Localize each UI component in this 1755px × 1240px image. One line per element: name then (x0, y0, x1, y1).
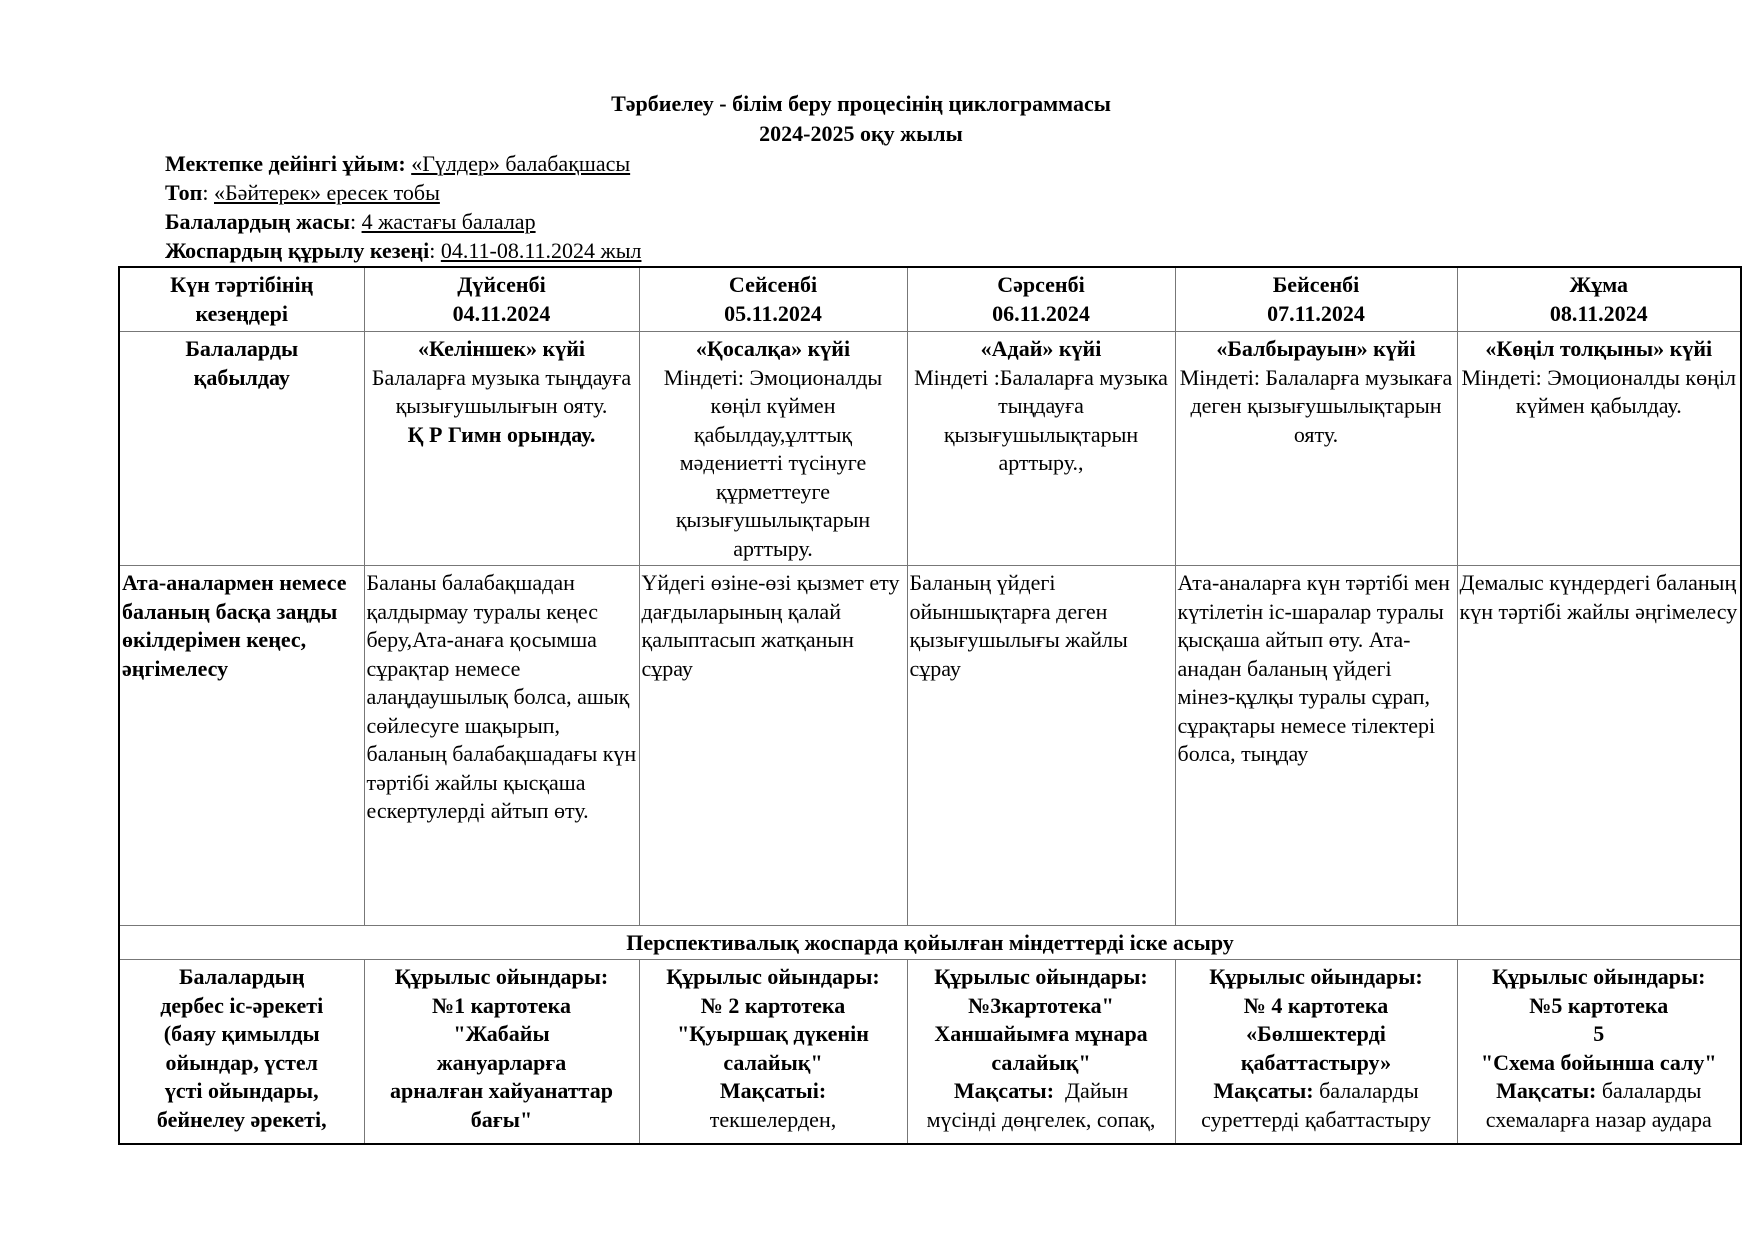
table-row-parents (119, 566, 1741, 926)
activity-line: арналған хайуанаттар (390, 1078, 613, 1103)
table-row-reception (119, 332, 1741, 566)
cell-reception-monday (364, 332, 639, 566)
melody-title: «Қосалқа» күйі (695, 336, 851, 361)
anthem-note: Қ Р Гимн орындау. (407, 421, 596, 447)
cell-reception-tuesday (639, 332, 907, 566)
row-label-line: Балаларды (185, 336, 299, 361)
day-name: Сәрсенбі (997, 272, 1085, 297)
table-header-row (119, 267, 1741, 332)
header-day-monday (364, 267, 639, 332)
meta-group-value: «Бәйтерек» ересек тобы (214, 180, 440, 205)
activity-line: №5 картотека (1529, 992, 1669, 1018)
activity-line: Мақсатыі: (719, 1078, 827, 1103)
academic-year: 2024-2025 оқу жылы (759, 121, 963, 146)
activity-line: "Жабайы (453, 1021, 550, 1046)
cell-text: Міндеті: Эмоционалды көңіл күймен қабылдау. (1461, 364, 1736, 418)
activity-tail: текшелерден, (709, 1106, 837, 1132)
cell-text: Балаларға музыка тыңдауға қызығушылығын ояту. (371, 364, 632, 418)
row-label-line: қабылдау (193, 364, 290, 390)
activity-tail: суреттерді қабаттастыру (1201, 1106, 1431, 1132)
activity-goal (910, 1077, 1173, 1106)
activity-line: № 2 картотека (700, 992, 846, 1018)
activity-line: Ханшайымға мұнара (934, 1021, 1148, 1046)
meta-org-value: «Гүлдер» балабақшасы (411, 151, 631, 176)
activity-line: Құрылыс ойындары: (666, 964, 880, 989)
row-label-line: бейнелеу әрекеті, (156, 1106, 327, 1132)
day-name: Бейсенбі (1272, 272, 1360, 297)
activity-line: «Бөлшектерді (1246, 1021, 1386, 1046)
cell-parents-friday: Демалыс күндердегі баланың күн тәртібі жайлы әңгімелесу (1457, 566, 1741, 926)
goal-label: Мақсаты: (1496, 1078, 1597, 1103)
goal-label: Мақсаты: (953, 1078, 1055, 1103)
meta-group-label: Топ (165, 180, 203, 205)
cell-activity-thursday (1175, 960, 1457, 1145)
row-label-parents: Ата-аналармен немесе баланың басқа заңды өкілдерімен кеңес, әңгімелесу (119, 566, 364, 926)
day-name: Жұма (1569, 272, 1629, 297)
activity-line: №1 картотека (431, 992, 572, 1018)
cell-text: Міндеті: Эмоционалды көңіл күймен қабылдау,ұлттық мәдениетті түсінуге құрметтеуге қызығушылықтарын арттыру. (663, 364, 883, 561)
day-date: 06.11.2024 (992, 300, 1090, 326)
cell-reception-friday (1457, 332, 1741, 566)
activity-line: Құрылыс ойындары: (394, 964, 609, 989)
cell-reception-thursday (1175, 332, 1457, 566)
cell-text: Міндеті :Балаларға музыка тыңдауға қызығушылықтарын арттыру., (914, 364, 1168, 475)
header-day-friday (1457, 267, 1741, 332)
day-date: 07.11.2024 (1267, 300, 1365, 326)
meta-group: Топ: «Бәйтерек» ересек тобы (165, 180, 440, 205)
goal-text: балаларды (1313, 1078, 1419, 1103)
day-name: Сейсенбі (728, 272, 818, 297)
section-heading: Перспективалық жоспарда қойылған міндеттерді іске асыру (119, 926, 1741, 960)
melody-title: «Көңіл толқыны» күйі (1485, 336, 1713, 361)
header-periods (119, 267, 364, 332)
header-periods-line2: кезеңдері (195, 300, 288, 326)
header-day-wednesday (907, 267, 1175, 332)
activity-line: жануарларға (436, 1049, 567, 1075)
header-day-thursday (1175, 267, 1457, 332)
goal-text: Дайын (1054, 1078, 1129, 1103)
cell-parents-thursday: Ата-аналарға күн тәртібі мен күтілетін іс-шаралар туралы қысқаша айтып өту. Ата-анадан баланың үйдегі мінез-құлқы туралы сұрап, сұрақтары немесе тілектері болса, тыңдау (1175, 566, 1457, 926)
melody-title: «Адай» күйі (980, 336, 1102, 361)
row-label-line: (баяу қимылды (163, 1021, 320, 1046)
meta-period-label: Жоспардың құрылу кезеңі (165, 238, 430, 263)
header-periods-line1: Күн тәртібінің (170, 272, 314, 297)
row-label-line: дербес іс-әрекеті (160, 992, 324, 1018)
meta-period: Жоспардың құрылу кезеңі: 04.11-08.11.2024 жыл (165, 238, 642, 263)
meta-age-label: Балалардың жасы (165, 209, 350, 234)
cell-reception-wednesday (907, 332, 1175, 566)
activity-line: № 4 картотека (1243, 992, 1389, 1018)
cell-parents-wednesday: Баланың үйдегі ойыншықтарға деген қызығушылығы жайлы сұрау (907, 566, 1175, 926)
cell-parents-tuesday: Үйдегі өзіне-өзі қызмет ету дағдыларының қалай қалыптасып жатқанын сұрау (639, 566, 907, 926)
row-label-activity (119, 960, 364, 1145)
header-day-tuesday (639, 267, 907, 332)
activity-line: Құрылыс ойындары: (1491, 964, 1706, 989)
table-row-section (119, 926, 1741, 960)
activity-line: 5 (1593, 1021, 1605, 1046)
row-label-line: Балалардың (178, 964, 305, 989)
cell-activity-wednesday (907, 960, 1175, 1145)
day-date: 08.11.2024 (1549, 300, 1648, 326)
cell-text: Міндеті: Балаларға музыкаға деген қызығушылықтарын ояту. (1179, 364, 1453, 447)
day-date: 05.11.2024 (724, 300, 822, 326)
cell-parents-monday: Баланы балабақшадан қалдырмау туралы кеңес беру,Ата-анаға қосымша сұрақтар немесе алаңдаушылық болса, ашық сөйлесуге шақырып, баланың балабақшадағы күн тәртібі жайлы қысқаша ескертулерді айтып өту. (364, 566, 639, 926)
cyclogram-table (118, 266, 1742, 1145)
day-name: Дүйсенбі (457, 272, 546, 297)
activity-line: салайық" (723, 1049, 823, 1075)
activity-line: №3картотека" (968, 992, 1114, 1018)
melody-title: «Келіншек» күйі (418, 336, 585, 361)
row-label-reception (119, 332, 364, 566)
meta-organization (165, 150, 630, 178)
activity-line: бағы" (470, 1106, 533, 1132)
activity-line: салайық" (991, 1049, 1091, 1075)
document-title: Тәрбиелеу - білім беру процесінің циклограммасы (611, 91, 1111, 116)
meta-period-value: 04.11-08.11.2024 жыл (440, 238, 642, 263)
activity-goal (1178, 1077, 1455, 1106)
meta-org-label: Мектепке дейінгі ұйым: (165, 151, 406, 176)
goal-label: Мақсаты: (1213, 1078, 1314, 1103)
activity-line: Құрылыс ойындары: (1209, 964, 1423, 989)
cell-activity-friday (1457, 960, 1741, 1145)
row-label-line: ойындар, үстел (165, 1049, 319, 1075)
day-date: 04.11.2024 (452, 300, 551, 326)
activity-goal (1460, 1077, 1739, 1106)
cell-activity-monday (364, 960, 639, 1145)
activity-tail: мүсінді дөңгелек, сопақ, (926, 1106, 1156, 1132)
goal-text: балаларды (1596, 1078, 1702, 1103)
activity-line: қабаттастыру» (1240, 1049, 1392, 1075)
activity-tail: схемаларға назар аудара (1485, 1106, 1712, 1132)
meta-age-value: 4 жастағы балалар (361, 209, 536, 234)
meta-age: Балалардың жасы: 4 жастағы балалар (165, 209, 536, 234)
table-row-activity (119, 960, 1741, 1145)
cell-activity-tuesday (639, 960, 907, 1145)
activity-line: "Схема бойынша салу" (1480, 1049, 1717, 1075)
activity-line: "Қуыршақ дүкенін (677, 1021, 869, 1046)
row-label-line: үсті ойындары, (164, 1078, 319, 1103)
activity-line: Құрылыс ойындары: (934, 964, 1148, 989)
melody-title: «Балбырауын» күйі (1216, 336, 1416, 361)
